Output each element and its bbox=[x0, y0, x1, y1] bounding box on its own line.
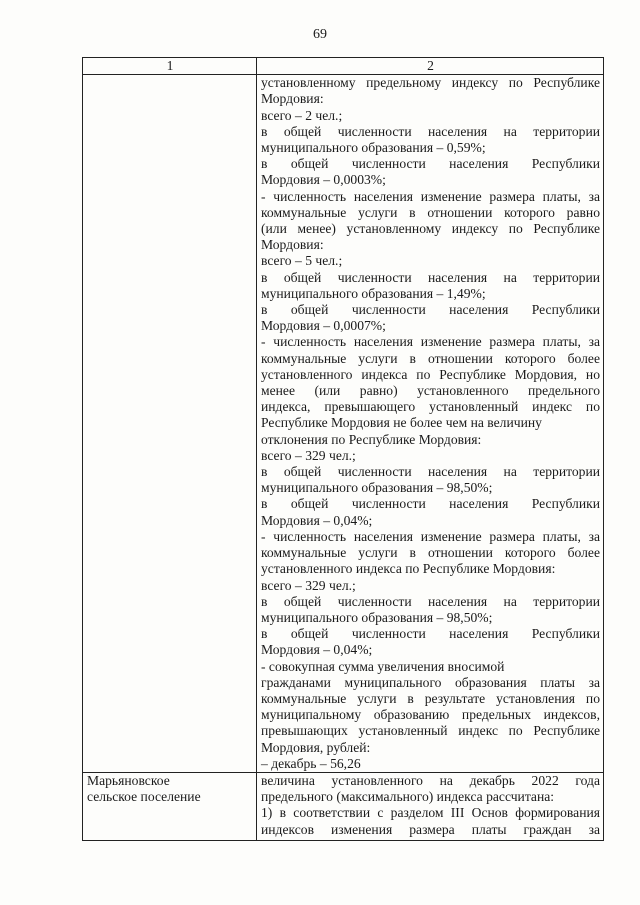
text-line: в общей численности населения на территории bbox=[261, 269, 600, 285]
table-header-row bbox=[83, 58, 604, 75]
table-row bbox=[83, 75, 604, 773]
description-cell bbox=[257, 772, 604, 840]
text-line: менее (или равно) установленного предельного bbox=[261, 383, 600, 399]
text-line: превышающих установленный индекс по Республике bbox=[261, 723, 600, 739]
text-line: индексов изменения размера платы граждан за bbox=[261, 821, 600, 837]
text-line: всего – 5 чел.; bbox=[261, 253, 343, 269]
text-line: Мордовия, рублей: bbox=[261, 739, 371, 755]
column-header-1: 1 bbox=[83, 58, 257, 75]
text-line: 1) в соответствии с разделом III Основ формирования bbox=[261, 805, 600, 821]
text-line: Мордовия – 0,0007%; bbox=[261, 318, 386, 334]
text-line: в общей численности населения Республики bbox=[261, 626, 600, 642]
text-line: индекса, превышающего установленный индекс по bbox=[261, 399, 600, 415]
text-line: коммунальные услуги в результате установления по bbox=[261, 690, 600, 706]
municipality-cell bbox=[83, 75, 257, 773]
text-line: Республике Мордовия не более чем на величину bbox=[261, 415, 542, 431]
text-line: коммунальные услуги в отношении которого более bbox=[261, 545, 600, 561]
text-line: - совокупная сумма увеличения вносимой bbox=[261, 658, 505, 674]
text-line: в общей численности населения Республики bbox=[261, 156, 600, 172]
text-line: всего – 2 чел.; bbox=[261, 107, 343, 123]
text-line: – декабрь – 56,26 bbox=[261, 755, 361, 771]
text-line: Мордовия – 0,04%; bbox=[261, 642, 373, 658]
column-header-2: 2 bbox=[257, 58, 604, 75]
municipality-cell bbox=[83, 772, 257, 840]
text-line: - численность населения изменение размера платы, за bbox=[261, 188, 600, 204]
text-line: установленного индекса по Республике Мордовия: bbox=[261, 561, 556, 577]
text-line: в общей численности населения на территории bbox=[261, 593, 600, 609]
text-line: муниципального образования – 98,50%; bbox=[261, 609, 493, 625]
municipality-name: Марьяновское bbox=[87, 772, 170, 788]
text-line: всего – 329 чел.; bbox=[261, 447, 356, 463]
text-line: установленному предельному индексу по Республике bbox=[261, 75, 600, 91]
text-line: - численность населения изменение размера платы, за bbox=[261, 528, 600, 544]
table-row bbox=[83, 772, 604, 840]
text-line: гражданами муниципального образования платы за bbox=[261, 674, 600, 690]
document-table bbox=[82, 57, 604, 841]
text-line: Мордовия – 0,0003%; bbox=[261, 172, 386, 188]
text-line: муниципальному образованию предельных индексов, bbox=[261, 707, 600, 723]
text-line: в общей численности населения на территории bbox=[261, 464, 600, 480]
text-line: предельного (максимального) индекса рассчитана: bbox=[261, 789, 555, 805]
text-line: муниципального образования – 98,50%; bbox=[261, 480, 493, 496]
text-line: величина установленного на декабрь 2022 года bbox=[261, 772, 600, 788]
text-line: коммунальные услуги в отношении которого более bbox=[261, 350, 600, 366]
text-line: муниципального образования – 1,49%; bbox=[261, 285, 486, 301]
text-line: в общей численности населения Республики bbox=[261, 302, 600, 318]
text-line: Мордовия: bbox=[261, 237, 324, 253]
text-line: - численность населения изменение размера платы, за bbox=[261, 334, 600, 350]
text-line: всего – 329 чел.; bbox=[261, 577, 356, 593]
text-line: в общей численности населения Республики bbox=[261, 496, 600, 512]
text-line: Мордовия – 0,04%; bbox=[261, 512, 373, 528]
text-line: установленного индекса по Республике Мордовия, но bbox=[261, 366, 600, 382]
text-line: муниципального образования – 0,59%; bbox=[261, 140, 486, 156]
text-line: (или менее) установленному индексу по Республике bbox=[261, 221, 600, 237]
description-cell bbox=[257, 75, 604, 773]
text-line: коммунальные услуги в отношении которого равно bbox=[261, 204, 600, 220]
text-line: в общей численности населения на территории bbox=[261, 123, 600, 139]
text-line: отклонения по Республике Мордовия: bbox=[261, 431, 482, 447]
text-line: Мордовия: bbox=[261, 91, 324, 107]
municipality-type: сельское поселение bbox=[87, 789, 201, 805]
page-number: 69 bbox=[313, 27, 327, 42]
